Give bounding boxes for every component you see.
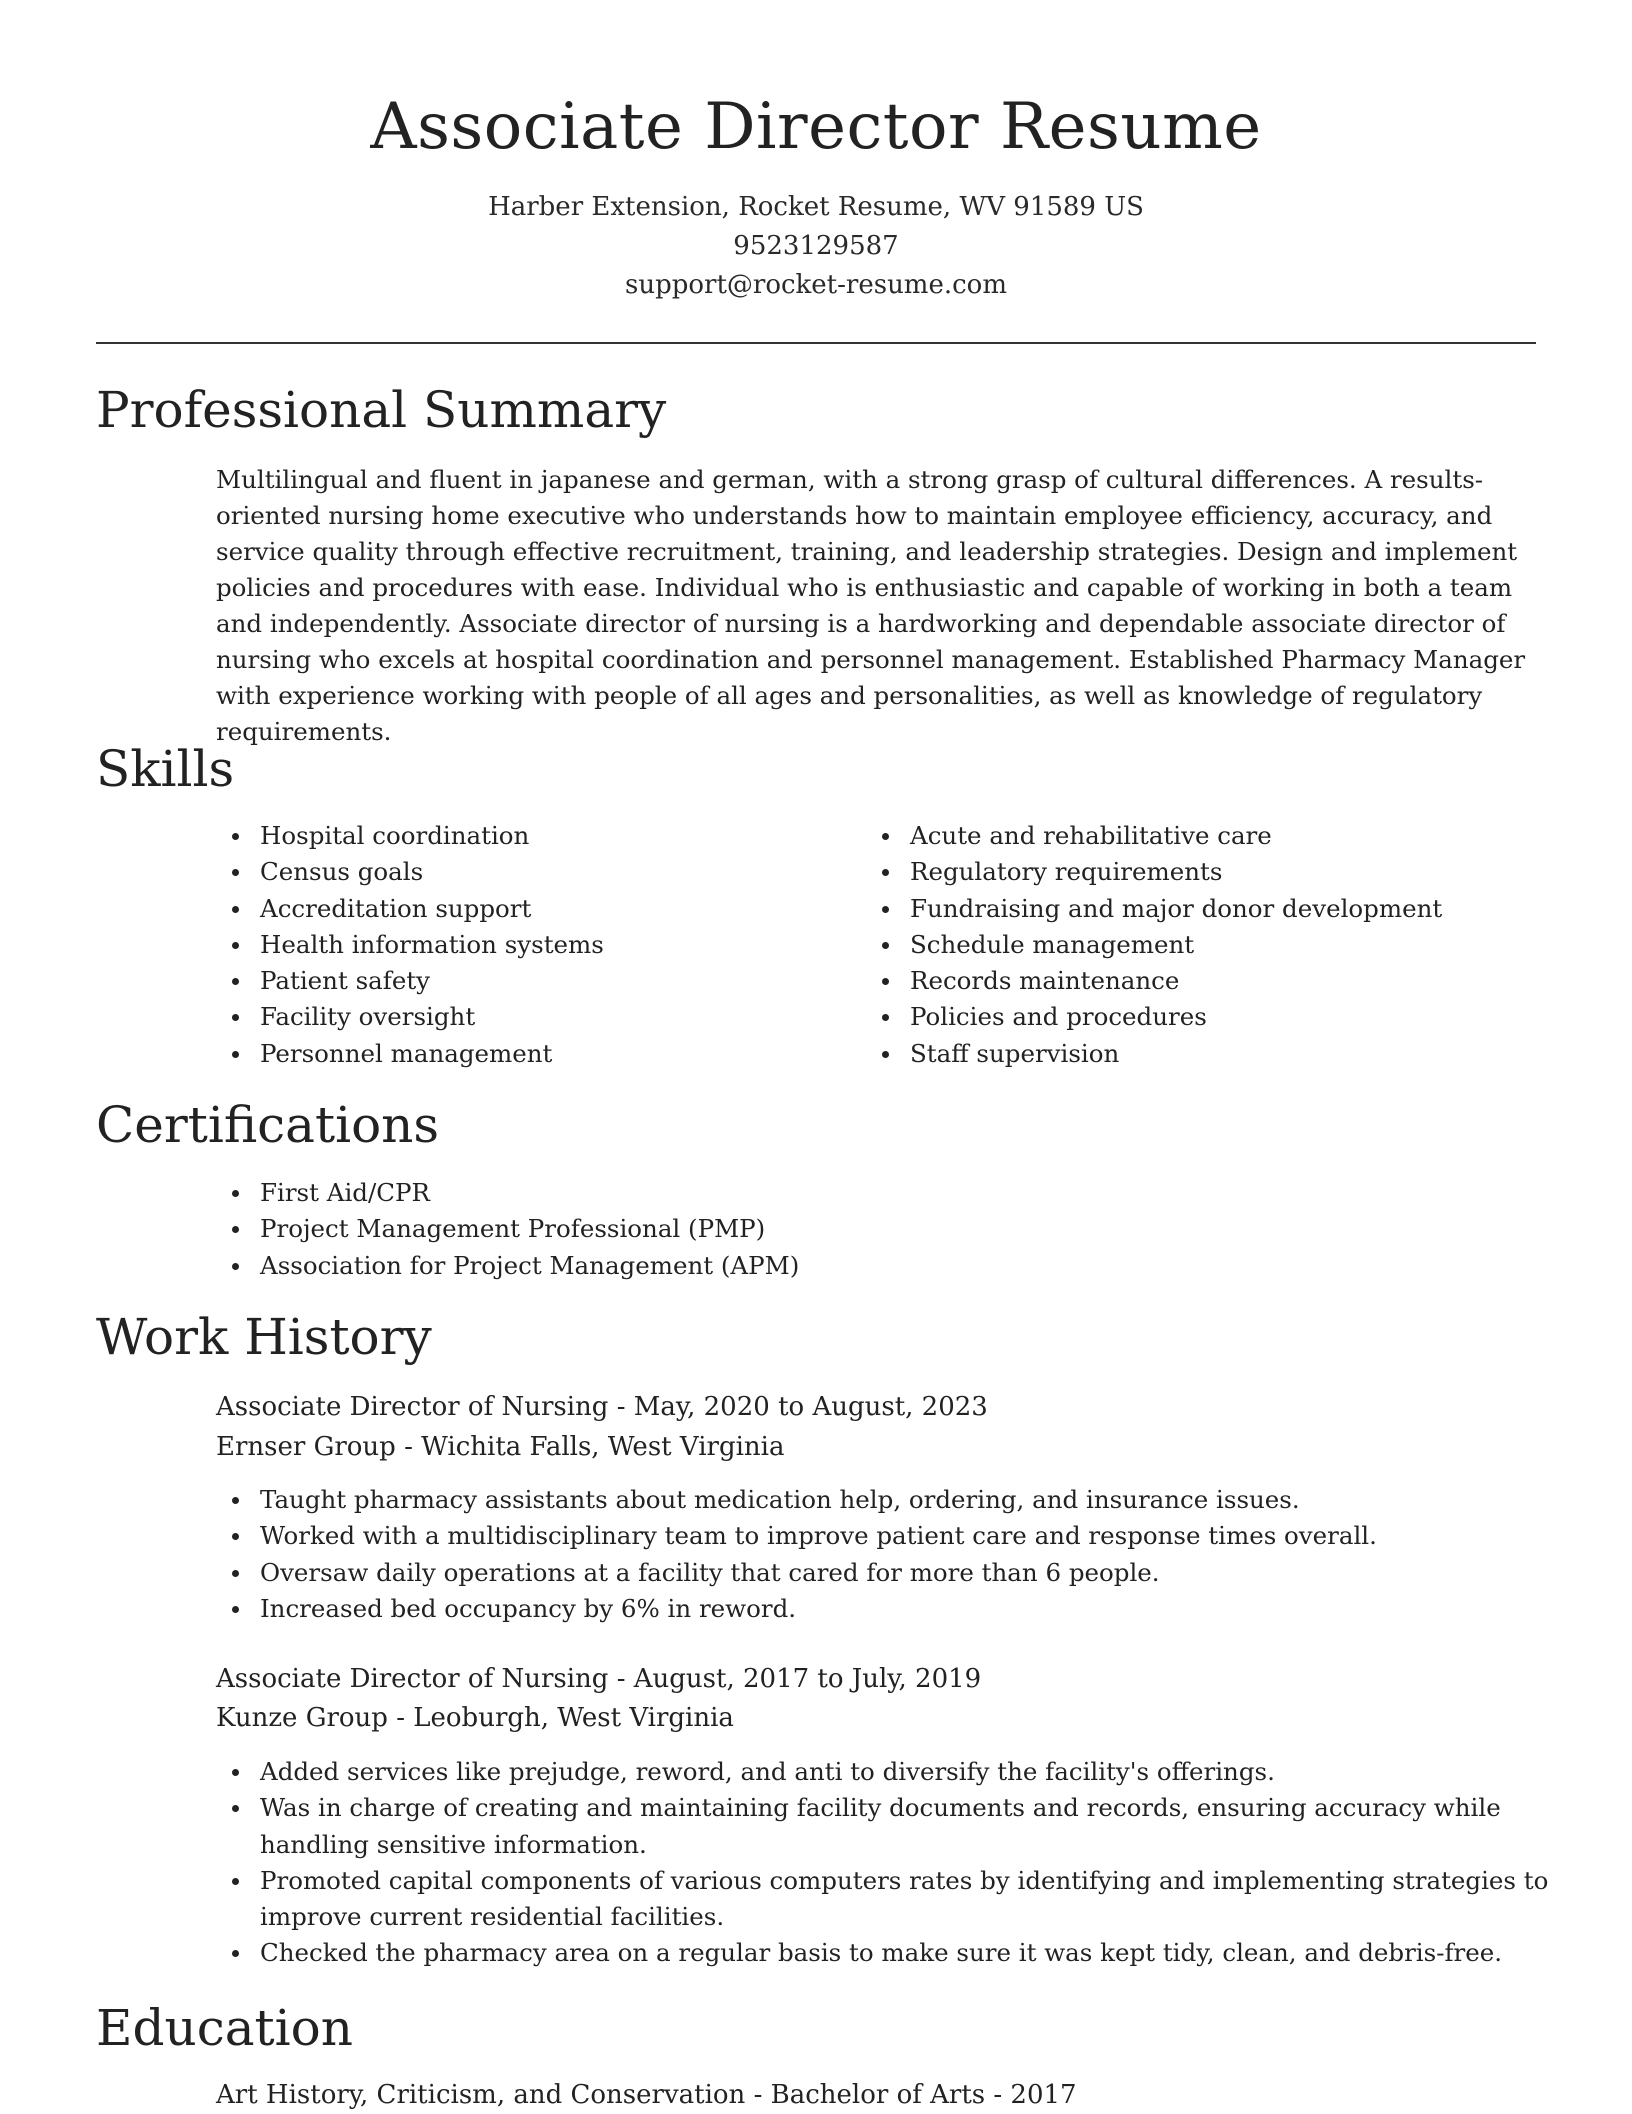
list-item: Schedule management <box>910 927 1570 963</box>
education-entry: Art History, Criticism, and Conservation - Bachelor of Arts - 2017 <box>216 2080 1077 2110</box>
job-title-line: Associate Director of Nursing - August, 2017 to July, 2019 <box>216 1664 982 1694</box>
list-item: Census goals <box>260 854 860 890</box>
list-item: Was in charge of creating and maintaining facility documents and records, ensuring accuracy while handling sensitive information. <box>260 1790 1550 1863</box>
list-item: Acute and rehabilitative care <box>910 818 1570 854</box>
list-item: Project Management Professional (PMP) <box>260 1211 1560 1247</box>
skills-heading: Skills <box>96 740 235 798</box>
skills-list-right <box>866 818 1570 1072</box>
list-item: Added services like prejudge, reword, and anti to diversify the facility's offerings. <box>260 1754 1550 1790</box>
list-item: Fundraising and major donor development <box>910 891 1570 927</box>
education-heading: Education <box>96 1999 353 2057</box>
work-history-heading: Work History <box>96 1308 432 1366</box>
certifications-list <box>216 1175 1560 1284</box>
resume-header <box>0 0 1632 305</box>
list-item: Personnel management <box>260 1036 860 1072</box>
contact-email: support@rocket-resume.com <box>624 270 1007 300</box>
contact-address: Harber Extension, Rocket Resume, WV 91589 US <box>488 192 1144 222</box>
job-company-line: Kunze Group - Leoburgh, West Virginia <box>216 1703 734 1733</box>
summary-heading: Professional Summary <box>96 381 667 439</box>
list-item: Health information systems <box>260 927 860 963</box>
list-item: Staff supervision <box>910 1036 1570 1072</box>
list-item: Hospital coordination <box>260 818 860 854</box>
list-item: Oversaw daily operations at a facility that cared for more than 6 people. <box>260 1555 1580 1591</box>
job-company-line: Ernser Group - Wichita Falls, West Virginia <box>216 1432 785 1462</box>
contact-block <box>0 188 1632 305</box>
summary-text: Multilingual and fluent in japanese and german, with a strong grasp of cultural differences. A results-oriented nursing home executive who understands how to maintain employee efficiency, accuracy, and service quality through effective recruitment, training, and leadership strategies. Design and implement policies and procedures with ease. Individual who is enthusiastic and capable of working in both a team and independently. Associate director of nursing is a hardworking and dependable associate director of nursing who excels at hospital coordination and personnel management. Established Pharmacy Manager with experience working with people of all ages and personalities, as well as knowledge of regulatory requirements. <box>216 465 1526 746</box>
job-title-line: Associate Director of Nursing - May, 2020 to August, 2023 <box>216 1392 988 1422</box>
list-item: Regulatory requirements <box>910 854 1570 890</box>
list-item: Facility oversight <box>260 999 860 1035</box>
list-item: First Aid/CPR <box>260 1175 1560 1211</box>
contact-phone: 9523129587 <box>733 231 899 261</box>
list-item: Policies and procedures <box>910 999 1570 1035</box>
list-item: Patient safety <box>260 963 860 999</box>
resume-title: Associate Director Resume <box>370 90 1262 164</box>
list-item: Accreditation support <box>260 891 860 927</box>
job-bullets <box>216 1482 1580 1627</box>
list-item: Worked with a multidisciplinary team to improve patient care and response times overall. <box>260 1518 1580 1554</box>
job-bullets <box>216 1754 1550 1972</box>
list-item: Association for Project Management (APM) <box>260 1248 1560 1284</box>
list-item: Increased bed occupancy by 6% in reword. <box>260 1591 1580 1627</box>
list-item: Promoted capital components of various computers rates by identifying and implementing strategies to improve current residential facilities. <box>260 1863 1550 1936</box>
list-item: Checked the pharmacy area on a regular basis to make sure it was kept tidy, clean, and debris-free. <box>260 1935 1550 1971</box>
certifications-heading: Certifications <box>96 1096 440 1154</box>
header-divider <box>96 342 1536 344</box>
list-item: Taught pharmacy assistants about medication help, ordering, and insurance issues. <box>260 1482 1580 1518</box>
list-item: Records maintenance <box>910 963 1570 999</box>
skills-list-left <box>216 818 860 1072</box>
